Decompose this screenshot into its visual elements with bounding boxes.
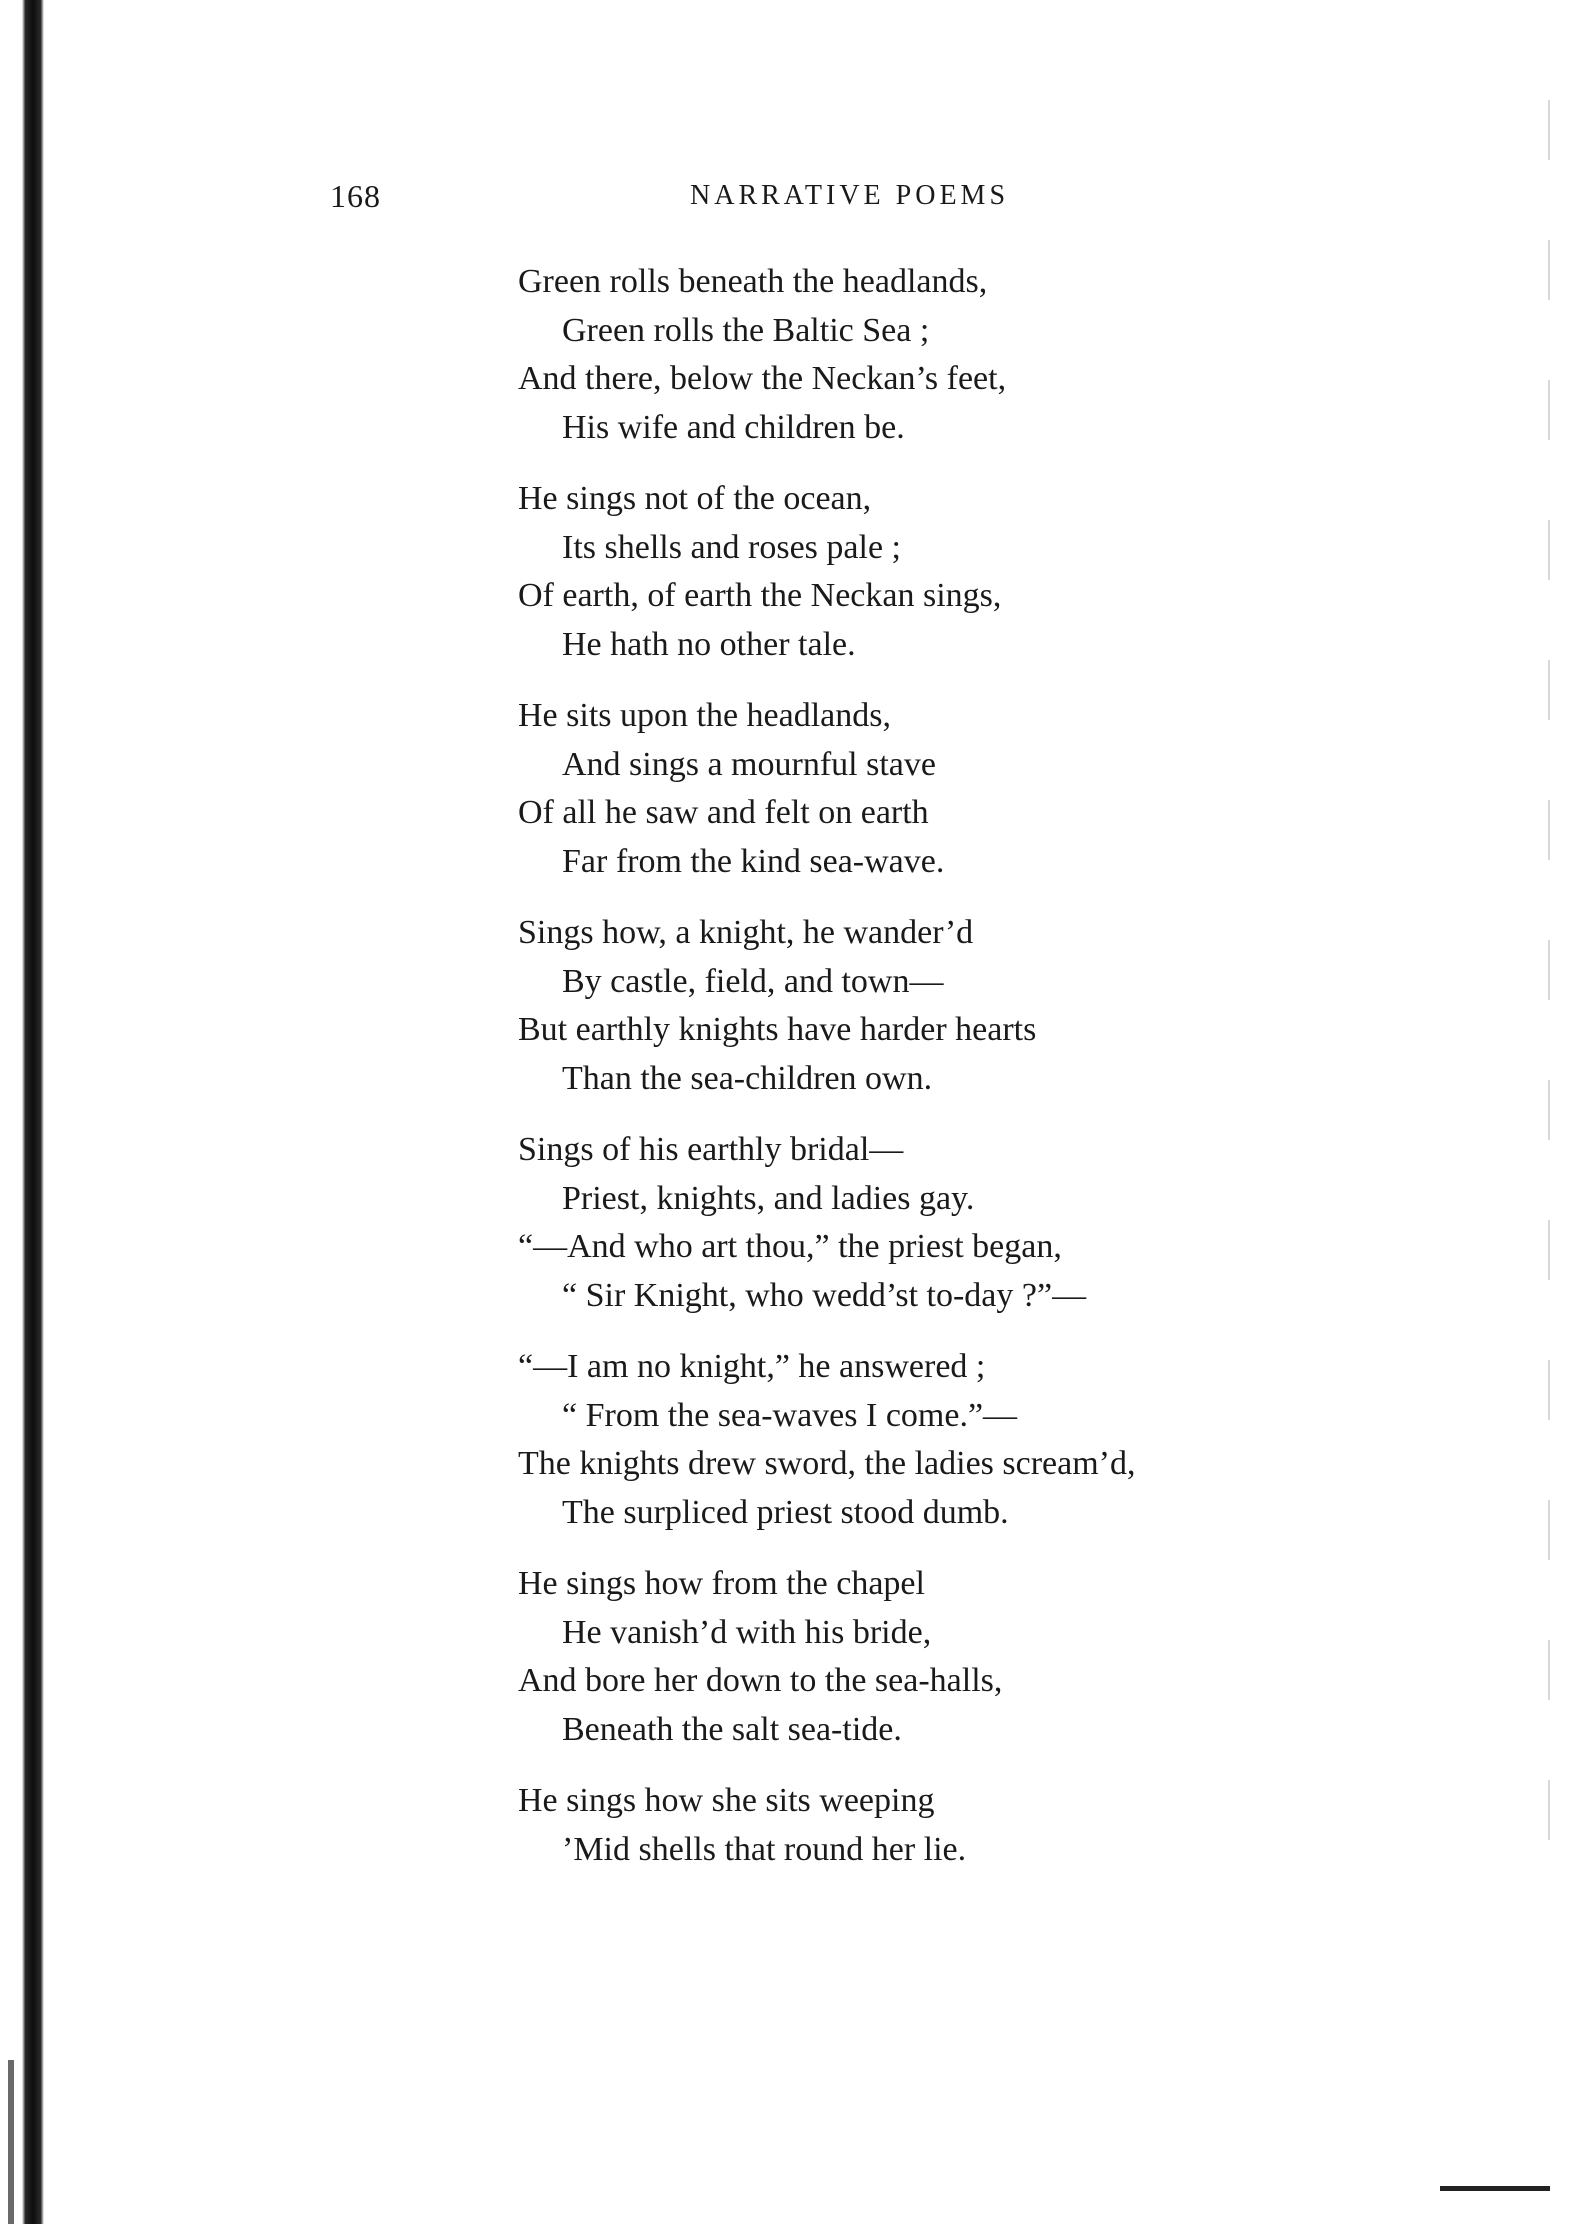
page-number: 168	[330, 178, 381, 214]
scan-right-edge	[1548, 100, 1550, 1900]
poem-line: By castle, field, and town—	[562, 962, 944, 1000]
poem-line: Green rolls beneath the headlands,	[518, 263, 988, 300]
poem-line: Sings how, a knight, he wander’d	[518, 914, 974, 951]
poem-line: “—I am no knight,” he answered ;	[518, 1348, 986, 1385]
poem-line: “—And who art thou,” the priest began,	[518, 1228, 1062, 1265]
stanza	[518, 692, 1518, 886]
stanza	[518, 258, 1518, 452]
poem-line: “ From the sea-waves I come.”—	[562, 1396, 1018, 1434]
poem-line: He sings not of the ocean,	[518, 480, 872, 517]
poem-line: He sings how she sits weeping	[518, 1782, 935, 1819]
stanza	[518, 1126, 1518, 1320]
poem-line: Of earth, of earth the Neckan sings,	[518, 577, 1002, 614]
poem-line: Priest, knights, and ladies gay.	[562, 1179, 975, 1217]
poem-line: “ Sir Knight, who wedd’st to-day ?”—	[562, 1276, 1087, 1314]
poem-line: Its shells and roses pale ;	[562, 528, 901, 566]
stanza	[518, 1343, 1518, 1537]
poem-line: Sings of his earthly bridal—	[518, 1131, 904, 1168]
poem-line: He sits upon the headlands,	[518, 697, 891, 734]
poem-line: Beneath the salt sea-tide.	[562, 1710, 902, 1748]
poem-line: He hath no other tale.	[562, 625, 856, 663]
poem-line: Than the sea-children own.	[562, 1059, 933, 1097]
poem-line: The surpliced priest stood dumb.	[562, 1493, 1009, 1531]
running-head	[0, 178, 1572, 218]
poem-line: His wife and children be.	[562, 408, 905, 446]
poem-line: Of all he saw and felt on earth	[518, 794, 929, 831]
stanza	[518, 1560, 1518, 1754]
poem-line: He vanish’d with his bride,	[562, 1613, 932, 1651]
poem-line: But earthly knights have harder hearts	[518, 1011, 1037, 1048]
scan-edge-shadow	[8, 2060, 14, 2224]
poem-line: And sings a mournful stave	[562, 745, 936, 783]
stanza	[518, 909, 1518, 1103]
book-binding-edge	[22, 0, 44, 2224]
page-corner-mark	[1440, 2186, 1550, 2191]
poem-body	[518, 258, 1518, 1897]
poem-line: The knights drew sword, the ladies scream’d,	[518, 1445, 1136, 1482]
poem-line: ’Mid shells that round her lie.	[562, 1830, 967, 1868]
poem-line: He sings how from the chapel	[518, 1565, 925, 1602]
poem-line: Far from the kind sea-wave.	[562, 842, 945, 880]
stanza	[518, 475, 1518, 669]
poem-line: And bore her down to the sea-halls,	[518, 1662, 1003, 1699]
poem-line: And there, below the Neckan’s feet,	[518, 360, 1007, 397]
running-title: NARRATIVE POEMS	[690, 180, 1010, 211]
poem-line: Green rolls the Baltic Sea ;	[562, 311, 930, 349]
stanza	[518, 1777, 1518, 1874]
